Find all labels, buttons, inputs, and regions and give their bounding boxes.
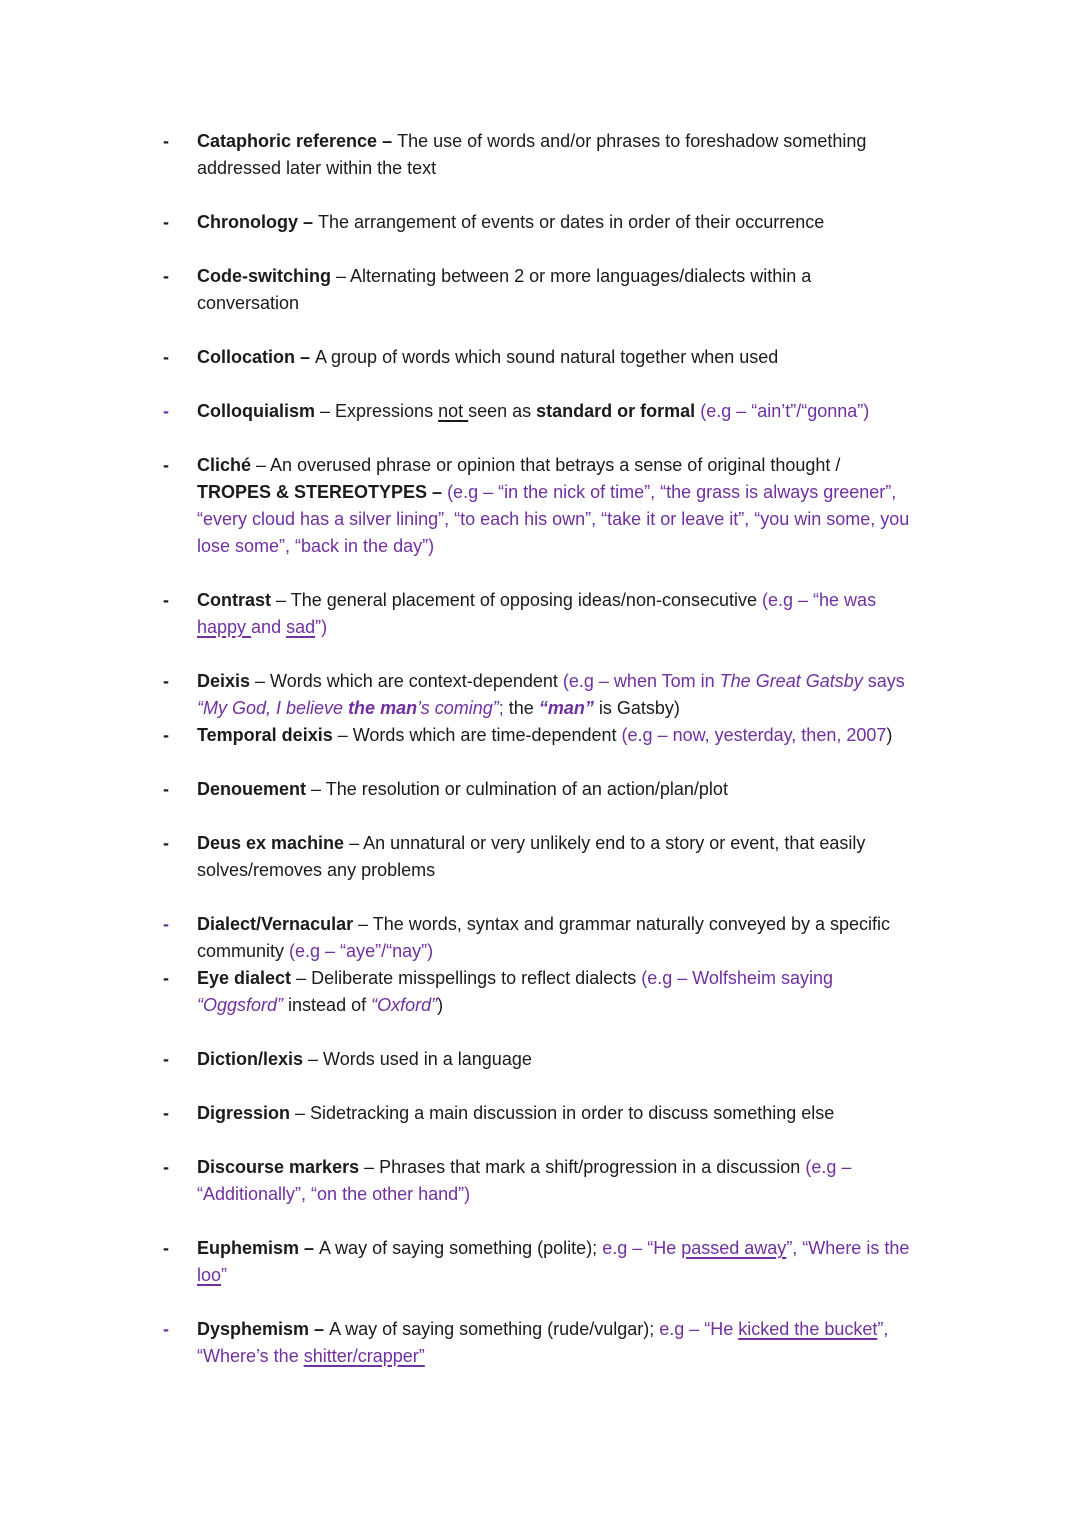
text-segment: shitter/crapper” — [303, 1346, 425, 1366]
bullet-dash: - — [163, 1319, 169, 1339]
text-segment: – An overused phrase or opinion that betrays a sense of original thought / — [251, 455, 841, 475]
entry-text — [197, 779, 728, 799]
text-segment: “man” — [538, 698, 594, 718]
entry-text — [197, 1319, 888, 1366]
bullet-dash: - — [163, 266, 169, 286]
text-segment: the man — [348, 698, 418, 718]
bullet-dash: - — [163, 212, 169, 232]
entry-text — [197, 455, 909, 556]
text-segment: (e.g – “in the nick of time”, “the grass is always greener”, “every cloud has a silver lining”, “to each his own”, “take it or leave it”, “you win some, you lose some”, “back in the day”) — [197, 482, 910, 556]
text-segment: happy — [197, 617, 252, 637]
glossary-entry-deus-ex-machine — [163, 830, 911, 884]
text-segment: The use of words and/or phrases to foreshadow something addressed later within the text — [197, 131, 867, 178]
bullet-dash: - — [163, 914, 169, 934]
glossary-entry-eye-dialect — [163, 965, 911, 1019]
bullet-dash: - — [163, 455, 169, 475]
entry-text — [197, 590, 876, 637]
text-segment: Code-switching — [197, 266, 331, 286]
glossary-entry-euphemism — [163, 1235, 911, 1289]
bullet-dash: - — [163, 725, 169, 745]
text-segment: – Deliberate misspellings to reflect dialects — [291, 968, 642, 988]
text-segment: (e.g – “Additionally”, “on the other hand”) — [197, 1157, 852, 1204]
bullet-dash: - — [163, 590, 169, 610]
entry-text — [197, 1157, 851, 1204]
text-segment: Discourse markers — [197, 1157, 360, 1177]
bullet-dash: - — [163, 347, 169, 367]
text-segment: – Words which are time-dependent — [332, 725, 622, 745]
entry-text — [197, 401, 869, 421]
text-segment: e.g – “He — [602, 1238, 682, 1258]
text-segment: ”, “Where’s the — [197, 1319, 889, 1366]
bullet-dash: - — [163, 968, 169, 988]
glossary-entry-temporal-deixis — [163, 722, 911, 749]
bullet-dash: - — [163, 1238, 169, 1258]
text-segment: TROPES & STEREOTYPES – — [197, 482, 448, 502]
text-segment: – An unnatural or very unlikely end to a story or event, that easily solves/removes any problems — [197, 833, 866, 880]
text-segment: – The general placement of opposing ideas/non-consecutive — [271, 590, 763, 610]
text-segment: kicked the bucket — [738, 1319, 878, 1339]
text-segment: is Gatsby) — [593, 698, 680, 718]
text-segment: (e.g – “ain’t”/“gonna”) — [700, 401, 870, 421]
bullet-dash: - — [163, 671, 169, 691]
bullet-dash: - — [163, 401, 169, 421]
text-segment: A group of words which sound natural together when used — [315, 347, 779, 367]
entry-text — [197, 671, 905, 718]
glossary-list — [163, 128, 911, 1370]
bullet-dash: - — [163, 1157, 169, 1177]
text-segment: “Oxford” — [371, 995, 438, 1015]
entry-text — [197, 347, 778, 367]
entry-text — [197, 1103, 834, 1123]
text-segment: ”, “Where is the — [786, 1238, 910, 1258]
text-segment: (e.g – when Tom in — [562, 671, 720, 691]
glossary-entry-collocation — [163, 344, 911, 371]
text-segment: The arrangement of events or dates in order of their occurrence — [318, 212, 825, 232]
text-segment: – Words which are context-dependent — [250, 671, 563, 691]
text-segment: (e.g – “aye”/“nay”) — [289, 941, 434, 961]
glossary-entry-digression — [163, 1100, 911, 1127]
text-segment: (e.g – now, yesterday, then, 2007 — [621, 725, 887, 745]
glossary-entry-cataphoric-reference — [163, 128, 911, 182]
text-segment: Euphemism – — [197, 1238, 320, 1258]
bullet-dash: - — [163, 833, 169, 853]
entry-text — [197, 1238, 909, 1285]
text-segment: – Sidetracking a main discussion in order to discuss something else — [290, 1103, 835, 1123]
entry-text — [197, 212, 824, 232]
text-segment: (e.g – Wolfsheim saying — [641, 968, 833, 988]
glossary-entry-discourse-markers — [163, 1154, 911, 1208]
glossary-entry-diction-lexis — [163, 1046, 911, 1073]
text-segment: Eye dialect — [197, 968, 292, 988]
text-segment: ”) — [315, 617, 328, 637]
entry-text — [197, 968, 833, 1015]
text-segment: A way of saying something (polite); — [319, 1238, 603, 1258]
text-segment: “My God, I believe — [197, 698, 349, 718]
entry-text — [197, 833, 865, 880]
text-segment: sad — [286, 617, 316, 637]
glossary-entry-colloquialism — [163, 398, 911, 425]
text-segment: Deixis — [197, 671, 251, 691]
text-segment: Colloquialism — [197, 401, 316, 421]
text-segment: – Expressions — [315, 401, 439, 421]
text-segment: not — [438, 401, 469, 421]
text-segment: – The resolution or culmination of an action/plan/plot — [306, 779, 728, 799]
text-segment: Collocation – — [197, 347, 316, 367]
text-segment: – Alternating between 2 or more languages/dialects within a conversation — [197, 266, 812, 313]
entry-text — [197, 266, 811, 313]
text-segment: Dialect/Vernacular — [197, 914, 354, 934]
entry-text — [197, 914, 890, 961]
text-segment: Denouement — [197, 779, 307, 799]
text-segment: ’s coming” — [417, 698, 499, 718]
text-segment: e.g – “He — [659, 1319, 739, 1339]
text-segment: ” — [221, 1265, 228, 1285]
text-segment: – Words used in a language — [303, 1049, 532, 1069]
glossary-entry-code-switching — [163, 263, 911, 317]
glossary-entry-dialect-vernacular — [163, 911, 911, 965]
text-segment: Temporal deixis — [197, 725, 333, 745]
glossary-entry-contrast — [163, 587, 911, 641]
text-segment: says — [862, 671, 905, 691]
glossary-entry-dysphemism — [163, 1316, 911, 1370]
text-segment: A way of saying something (rude/vulgar); — [329, 1319, 660, 1339]
text-segment: “Oggsford” — [197, 995, 284, 1015]
text-segment: and — [251, 617, 287, 637]
text-segment: loo — [197, 1265, 222, 1285]
text-segment: the — [508, 698, 539, 718]
text-segment: Diction/lexis — [197, 1049, 304, 1069]
bullet-dash: - — [163, 1103, 169, 1123]
bullet-dash: - — [163, 1049, 169, 1069]
entry-text — [197, 131, 866, 178]
text-segment: instead of — [283, 995, 372, 1015]
text-segment: seen as — [468, 401, 537, 421]
text-segment: Contrast — [197, 590, 272, 610]
text-segment: Digression — [197, 1103, 291, 1123]
text-segment: Dysphemism – — [197, 1319, 330, 1339]
text-segment: Chronology – — [197, 212, 318, 232]
glossary-entry-chronology — [163, 209, 911, 236]
glossary-entry-deixis — [163, 668, 911, 722]
text-segment: – The words, syntax and grammar naturally conveyed by a specific community — [197, 914, 891, 961]
text-segment: standard or formal — [536, 401, 696, 421]
text-segment: ) — [886, 725, 893, 745]
glossary-entry-cliche — [163, 452, 911, 560]
text-segment: (e.g – “he was — [762, 590, 877, 610]
text-segment: passed away — [681, 1238, 787, 1258]
bullet-dash: - — [163, 779, 169, 799]
text-segment: The Great Gatsby — [719, 671, 863, 691]
entry-text — [197, 1049, 532, 1069]
entry-text — [197, 725, 892, 745]
text-segment: ) — [437, 995, 444, 1015]
bullet-dash: - — [163, 131, 169, 151]
glossary-entry-denouement — [163, 776, 911, 803]
text-segment: – Phrases that mark a shift/progression in a discussion — [359, 1157, 806, 1177]
text-segment: Cataphoric reference – — [197, 131, 398, 151]
text-segment: ; — [498, 698, 509, 718]
text-segment: Cliché — [197, 455, 252, 475]
text-segment: Deus ex machine — [197, 833, 345, 853]
